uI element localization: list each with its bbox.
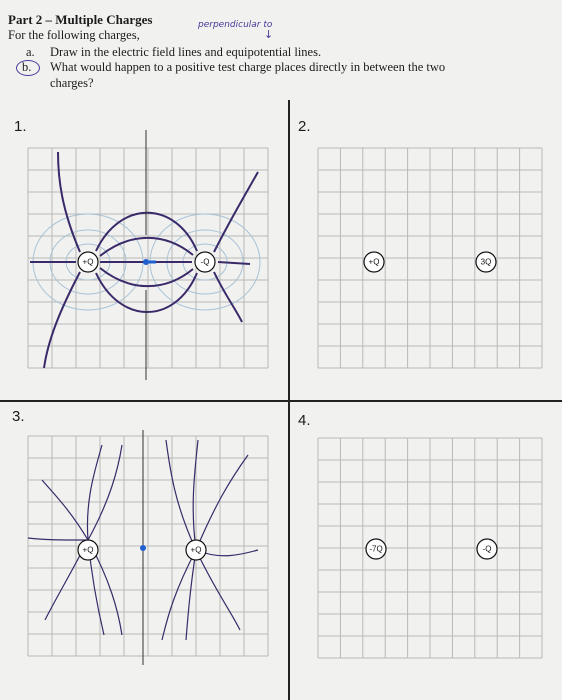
quadrant-3-right-positive-charge bbox=[186, 540, 206, 560]
quadrant-2-positive-charge bbox=[364, 252, 384, 272]
quadrant-4-minus-7q-charge bbox=[366, 539, 386, 559]
item-a-text: Draw in the electric field lines and equipotential lines. bbox=[50, 45, 322, 59]
quadrant-1-grid bbox=[28, 148, 268, 368]
svg-text:+Q: +Q bbox=[82, 257, 94, 267]
svg-text:+Q: +Q bbox=[190, 545, 202, 555]
svg-text:+Q: +Q bbox=[368, 257, 380, 267]
quadrant-3-left-positive-charge bbox=[78, 540, 98, 560]
item-b-marker: b. bbox=[22, 60, 32, 74]
item-b-text-continued: charges? bbox=[50, 76, 94, 90]
worksheet-title: Part 2 – Multiple Charges bbox=[8, 12, 153, 27]
quadrant-3-number: 3. bbox=[12, 408, 25, 425]
quadrant-1-negative-charge bbox=[195, 252, 215, 272]
quadrant-3-grid bbox=[28, 436, 268, 656]
quadrant-4-negative-charge bbox=[477, 539, 497, 559]
quadrant-2-grid bbox=[318, 148, 542, 368]
item-b-text: What would happen to a positive test charge places directly in between the two bbox=[50, 60, 446, 74]
quadrant-2-3q-charge bbox=[476, 252, 496, 272]
worksheet-intro: For the following charges, bbox=[8, 28, 140, 42]
quadrant-2-number: 2. bbox=[298, 118, 311, 135]
svg-text:3Q: 3Q bbox=[480, 257, 492, 267]
svg-text:-Q: -Q bbox=[200, 257, 210, 267]
item-a-marker: a. bbox=[26, 45, 35, 59]
quadrant-1-number: 1. bbox=[14, 118, 27, 135]
svg-text:+Q: +Q bbox=[82, 545, 94, 555]
quadrant-4-grid bbox=[318, 438, 542, 658]
svg-text:-Q: -Q bbox=[482, 544, 492, 554]
quadrant-1-positive-charge bbox=[78, 252, 98, 272]
quadrant-4-number: 4. bbox=[298, 412, 311, 429]
handwritten-note: perpendicular to bbox=[198, 20, 273, 30]
quadrant-3-field-lines bbox=[28, 430, 258, 665]
quadrant-1-field-lines bbox=[30, 130, 258, 380]
svg-text:-7Q: -7Q bbox=[369, 544, 383, 554]
handwritten-arrow-icon: ↓ bbox=[264, 28, 274, 41]
